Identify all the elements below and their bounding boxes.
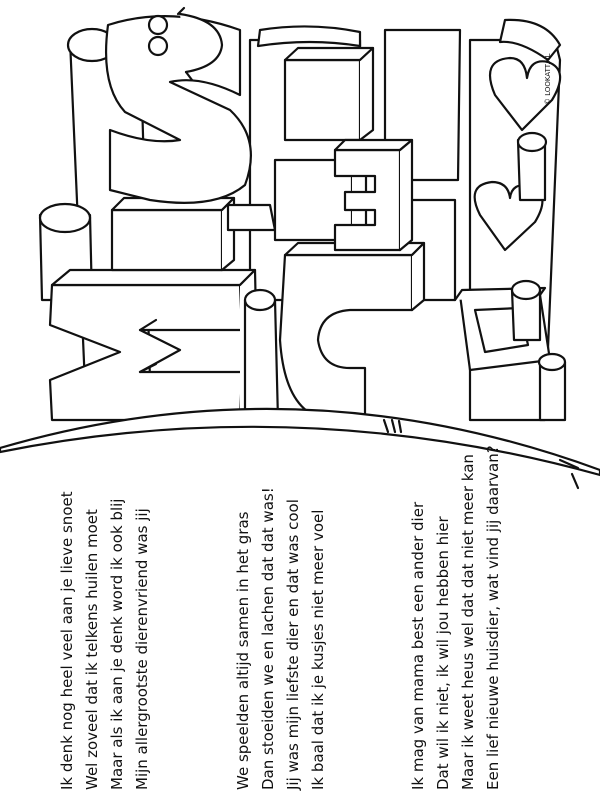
letter-m — [50, 270, 258, 420]
poem-line: Wel zoveel dat ik telkens huilen moet — [83, 509, 101, 790]
poem-line: Dat wil ik niet, ik wil jou hebben hier — [434, 516, 452, 790]
poem-line: Een lief nieuwe huisdier, wat vind jij daarvan? — [484, 445, 502, 790]
poem-line: Ik denk nog heel veel aan je lieve snoet — [58, 491, 76, 790]
poem-line: Jij was mijn liefste dier en dat was cool — [284, 499, 302, 790]
copyright-text: © LOOKATT.NL — [544, 53, 552, 105]
letter-j — [280, 243, 424, 420]
poem-line: Maar als ik aan je denk word ik ook blij — [108, 498, 126, 790]
poem-line: Maar ik weet heus wel dat dat niet meer kan — [459, 454, 477, 790]
poem-line: Ik baal dat ik je kusjes niet meer voel — [309, 509, 327, 790]
poem-line: Mijn allergrootste dierenvriend was jij — [133, 508, 151, 790]
poem-line: We speelden altijd samen in het gras — [234, 511, 252, 790]
poem-line: Ik mag van mama best een ander dier — [409, 501, 427, 790]
poem — [58, 445, 502, 791]
illustration — [0, 8, 600, 488]
letter-s — [106, 8, 251, 203]
poem-line: Dan stoeiden we en lachen dat dat was! — [259, 487, 277, 790]
letter-e — [335, 140, 412, 250]
